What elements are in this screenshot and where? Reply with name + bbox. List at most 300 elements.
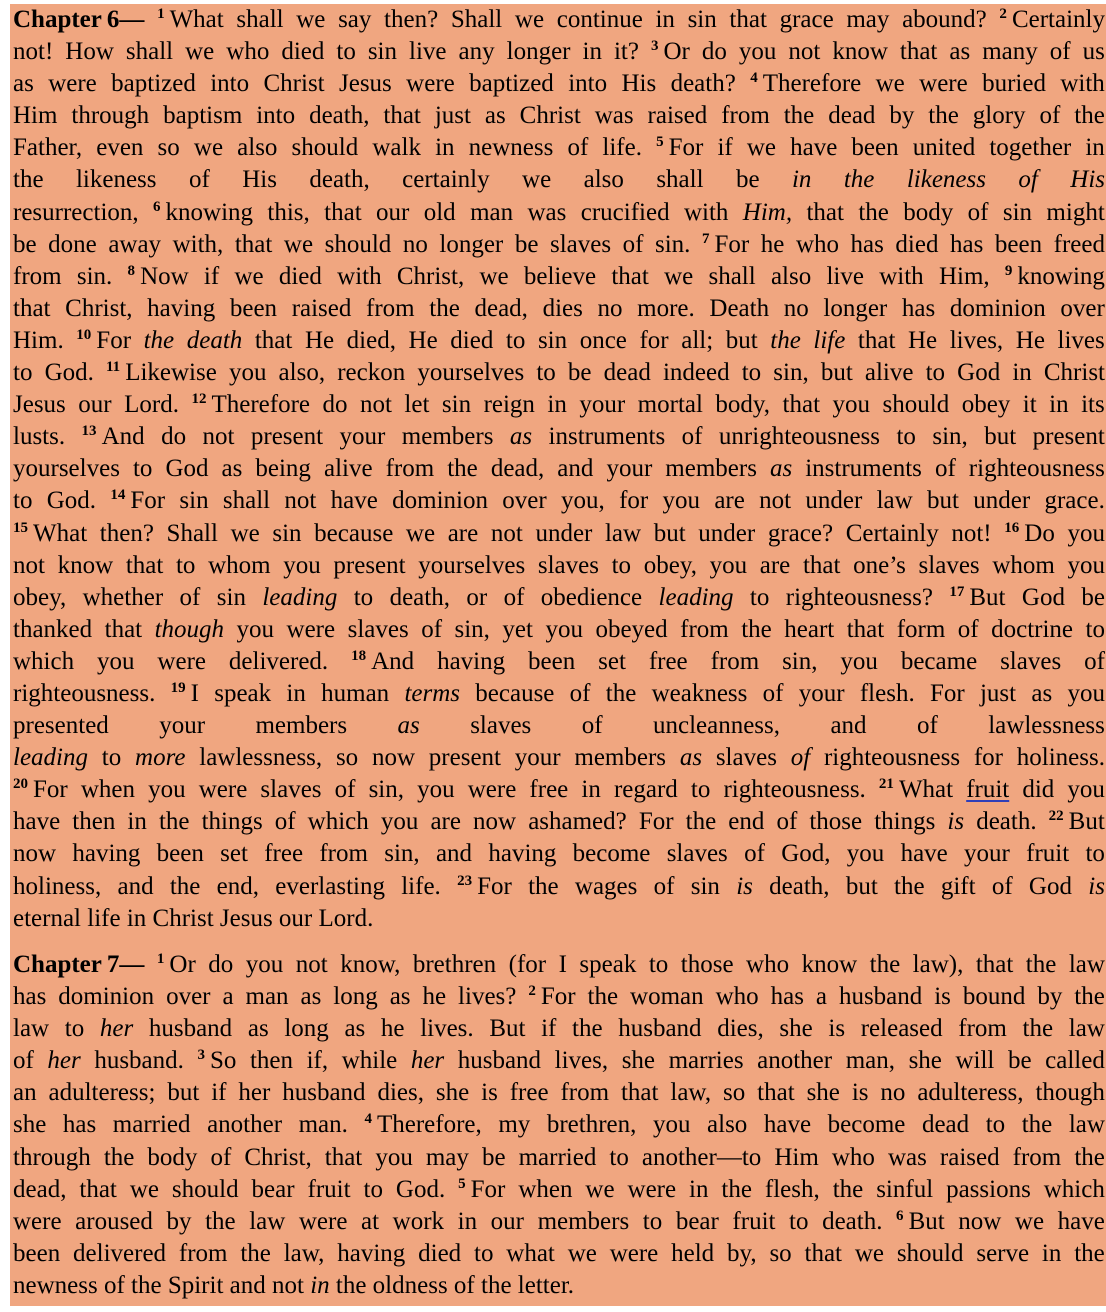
word: became xyxy=(900,647,978,675)
word: likeness xyxy=(75,166,157,194)
word: died xyxy=(418,1239,462,1267)
word: at xyxy=(361,1207,380,1235)
word: law xyxy=(876,487,913,515)
word: marries xyxy=(668,1047,744,1075)
word: what xyxy=(506,1239,555,1267)
word: by xyxy=(1037,983,1063,1011)
word: your xyxy=(159,712,206,740)
word: presented xyxy=(13,712,109,740)
word: yourselves xyxy=(13,455,120,483)
word: speak xyxy=(579,951,637,978)
word: you xyxy=(738,38,777,66)
italic-word: His xyxy=(1070,166,1105,194)
word: that xyxy=(125,551,164,579)
word: I xyxy=(190,679,199,707)
word: that xyxy=(620,1079,659,1107)
word: you xyxy=(840,647,878,675)
word: even xyxy=(96,134,144,162)
word: of xyxy=(653,872,675,900)
word: in xyxy=(435,134,455,162)
chapter-heading: Chapter xyxy=(13,951,102,978)
word: the xyxy=(858,198,889,226)
word: Or xyxy=(169,951,196,978)
word: yet xyxy=(502,615,533,643)
word: but xyxy=(167,1079,200,1107)
word: done xyxy=(48,230,97,258)
word: who xyxy=(226,38,270,66)
word: was xyxy=(887,1143,927,1171)
word: who xyxy=(746,951,790,978)
word: that xyxy=(846,615,885,643)
word: to xyxy=(363,1175,383,1203)
word: as xyxy=(300,983,322,1011)
word: that xyxy=(324,198,362,226)
word: now xyxy=(13,840,57,868)
word: been xyxy=(13,1239,61,1267)
word: lives, xyxy=(554,1047,609,1075)
word: if xyxy=(203,262,220,290)
word: resurrection, xyxy=(13,198,139,226)
word: were xyxy=(406,70,455,98)
word: do xyxy=(208,951,234,978)
word: we xyxy=(283,230,314,258)
italic-word: though xyxy=(154,615,225,643)
word: died xyxy=(278,262,322,290)
text-line xyxy=(13,678,1105,710)
word: the xyxy=(1025,951,1057,978)
word: brethren xyxy=(412,951,497,978)
word: also xyxy=(770,262,812,290)
word: under xyxy=(973,487,1031,515)
word: into xyxy=(256,102,296,130)
word: then? xyxy=(99,519,154,547)
word: His xyxy=(242,166,277,194)
word: by xyxy=(889,102,915,130)
word: so xyxy=(157,134,180,162)
word: of xyxy=(622,230,644,258)
verse-number: 8 xyxy=(127,262,136,279)
word: God xyxy=(1028,872,1072,900)
text-line xyxy=(13,949,1105,981)
word: Death xyxy=(709,294,770,322)
word: so xyxy=(769,1239,792,1267)
word: is xyxy=(828,1015,846,1043)
word: husband xyxy=(618,1015,702,1043)
word: we xyxy=(746,134,776,162)
word: she xyxy=(435,1079,470,1107)
verse-start xyxy=(171,678,199,710)
word: sin, xyxy=(368,776,405,804)
word: unrighteousness xyxy=(718,423,881,451)
word: were xyxy=(919,70,968,98)
word: man. xyxy=(298,1111,348,1139)
word: flesh, xyxy=(764,1175,820,1203)
word: away xyxy=(108,230,162,258)
word: sin xyxy=(687,6,717,33)
word: eternal life in Christ Jesus our Lord. xyxy=(13,904,374,932)
verse-number: 4 xyxy=(364,1111,372,1128)
italic-word: more xyxy=(135,744,186,772)
word: regard xyxy=(613,776,678,804)
text-line xyxy=(13,293,1105,325)
word: whom xyxy=(208,551,271,579)
word: her xyxy=(238,1079,271,1107)
word: she xyxy=(13,1111,47,1139)
word: to xyxy=(741,359,762,387)
word: sin, xyxy=(932,423,968,451)
word: uncleanness, xyxy=(652,712,781,740)
word: believe xyxy=(523,262,597,290)
word: the xyxy=(240,1239,271,1267)
word: to xyxy=(64,1015,85,1043)
italic-word: leading xyxy=(658,583,734,611)
word: because xyxy=(314,519,394,547)
word: of xyxy=(210,1143,232,1171)
word: to xyxy=(101,744,122,772)
word: which xyxy=(307,808,369,836)
word: sin xyxy=(690,872,720,900)
word: that xyxy=(857,326,896,354)
word: God xyxy=(957,359,1001,387)
verse-start xyxy=(76,325,131,357)
verse-start xyxy=(750,68,861,100)
word: now xyxy=(958,1207,1002,1235)
word: to xyxy=(132,455,153,483)
word: but xyxy=(820,359,853,387)
word: fruit xyxy=(307,1175,351,1203)
word: Or xyxy=(663,38,690,66)
text-line xyxy=(13,774,1105,806)
word: sin, xyxy=(454,615,490,643)
word: we xyxy=(129,1175,159,1203)
word: of xyxy=(179,583,201,611)
word: and xyxy=(557,455,594,483)
word: sin xyxy=(216,583,246,611)
word: of xyxy=(957,615,979,643)
word: lives xyxy=(1057,326,1105,354)
word: so xyxy=(335,744,359,772)
word: sinful xyxy=(876,1175,934,1203)
word: called xyxy=(1045,1047,1105,1075)
word: But xyxy=(908,1207,945,1235)
word: in xyxy=(689,1175,709,1203)
text-line xyxy=(13,421,1105,453)
word: (for xyxy=(508,951,547,978)
word: husband xyxy=(838,983,923,1011)
word: weakness xyxy=(651,679,748,707)
word: if xyxy=(541,1015,557,1043)
word: she xyxy=(908,1047,942,1075)
word: And xyxy=(371,647,415,675)
word: we xyxy=(193,134,224,162)
word: have xyxy=(1057,1207,1105,1235)
word: from xyxy=(385,455,435,483)
word: raised xyxy=(291,294,352,322)
word: gift xyxy=(940,872,976,900)
word: we xyxy=(230,519,260,547)
verse-number: 20 xyxy=(13,776,28,793)
verse-start xyxy=(702,229,749,261)
word: being xyxy=(255,455,311,483)
verse-number: 21 xyxy=(878,776,894,793)
word: has xyxy=(950,230,984,258)
word: as xyxy=(1031,679,1053,707)
text-line xyxy=(13,1142,1105,1174)
word: not xyxy=(13,551,45,579)
word: For xyxy=(929,679,965,707)
word: we xyxy=(875,70,905,98)
word: having xyxy=(437,647,506,675)
text-line xyxy=(13,164,1105,196)
word: you xyxy=(709,551,748,579)
word: no xyxy=(783,294,809,322)
word: Shall xyxy=(450,6,503,33)
verse-start xyxy=(458,1174,505,1206)
verse-start xyxy=(457,871,512,903)
word: under xyxy=(698,519,756,547)
word: united xyxy=(912,134,976,162)
word: holiness, xyxy=(13,872,102,900)
word: the xyxy=(741,615,772,643)
word: bound xyxy=(962,983,1026,1011)
word: Therefore, xyxy=(376,1111,482,1139)
scripture-page xyxy=(10,4,1106,1306)
text-line xyxy=(13,68,1105,100)
verse-number: 3 xyxy=(650,38,659,55)
word: we xyxy=(185,38,215,66)
word: in xyxy=(547,391,567,419)
text-line xyxy=(13,261,1105,293)
word: from xyxy=(178,1239,228,1267)
word: form xyxy=(896,615,946,643)
word: just xyxy=(979,679,1017,707)
word: you xyxy=(1067,519,1105,547)
verse-number: 22 xyxy=(1048,808,1064,825)
word: raised xyxy=(647,102,708,130)
word: death. xyxy=(822,1207,883,1235)
word: then? xyxy=(384,6,439,33)
verse-start xyxy=(656,132,703,164)
word: know xyxy=(801,951,858,978)
text-line xyxy=(13,518,1105,550)
word: For xyxy=(638,808,674,836)
word: become xyxy=(827,1111,906,1139)
word: will xyxy=(955,1047,995,1075)
word: sin xyxy=(1002,198,1033,226)
word: So xyxy=(209,1047,237,1075)
verse-start xyxy=(82,421,145,453)
word: sin xyxy=(367,38,398,66)
italic-word: her xyxy=(410,1047,445,1075)
verse-start xyxy=(651,36,690,68)
word: to xyxy=(505,326,526,354)
word: lawlessness xyxy=(988,712,1105,740)
word: knowing xyxy=(1017,262,1105,290)
word: I xyxy=(558,951,567,978)
word: live xyxy=(409,38,447,66)
word: to xyxy=(353,583,374,611)
word: through xyxy=(13,1143,91,1171)
word: but xyxy=(927,487,959,515)
word: members xyxy=(255,712,348,740)
word: How xyxy=(65,38,114,66)
word: obey xyxy=(961,391,1011,419)
verse-start xyxy=(879,774,953,806)
word: should xyxy=(896,1239,964,1267)
word: be xyxy=(1081,583,1105,611)
word: God, xyxy=(781,840,831,868)
italic-word: the xyxy=(770,326,801,354)
text-line xyxy=(13,981,1105,1013)
word: members xyxy=(401,423,494,451)
word: of xyxy=(991,872,1013,900)
word: glory xyxy=(972,102,1026,130)
word: have xyxy=(763,1111,812,1139)
verse-start xyxy=(106,357,217,389)
verse-start xyxy=(999,4,1105,36)
word: be xyxy=(1007,1047,1032,1075)
word: that xyxy=(13,294,51,322)
word: members xyxy=(665,455,757,483)
word: whether xyxy=(82,583,164,611)
word: of xyxy=(503,583,525,611)
word: that xyxy=(234,230,273,258)
italic-word: the xyxy=(143,326,175,354)
italic-word: in xyxy=(791,166,812,194)
word: were xyxy=(467,776,517,804)
word: from xyxy=(366,294,415,322)
word: yourselves xyxy=(418,551,526,579)
word: was xyxy=(594,102,634,130)
text-line xyxy=(13,325,1105,357)
word: from xyxy=(1012,1143,1062,1171)
word: For xyxy=(470,1175,506,1203)
word: righteousness xyxy=(823,744,961,772)
word: which xyxy=(1043,1175,1105,1203)
word: fruit xyxy=(732,1207,776,1235)
word: you xyxy=(283,551,321,579)
word: has xyxy=(901,294,936,322)
word: that xyxy=(324,1143,363,1171)
verse-start xyxy=(110,485,165,517)
word: who xyxy=(715,983,759,1011)
word: the xyxy=(572,1015,603,1043)
word: know xyxy=(832,38,888,66)
word: of xyxy=(581,712,603,740)
word: are xyxy=(714,487,745,515)
word: grace? xyxy=(767,519,834,547)
word: are xyxy=(430,808,461,836)
word: present xyxy=(1032,423,1105,451)
verse-number: 9 xyxy=(1004,262,1013,279)
word: slaves xyxy=(347,615,409,643)
chapter-heading: 7— xyxy=(106,951,145,978)
word: Therefore xyxy=(211,391,310,419)
word: any xyxy=(458,38,495,66)
word: you xyxy=(545,615,583,643)
word: while xyxy=(341,1047,398,1075)
text-line xyxy=(13,838,1105,870)
text-line xyxy=(13,36,1105,68)
word: But xyxy=(489,1015,526,1043)
spellcheck-underlined-word: fruit xyxy=(966,776,1010,804)
word: dies xyxy=(542,294,583,322)
word: the xyxy=(1022,1015,1054,1043)
word: to xyxy=(536,359,556,387)
word: adulteress, xyxy=(917,1079,1024,1107)
verse-start xyxy=(896,1206,945,1238)
word: been xyxy=(156,840,204,868)
word: the xyxy=(447,455,478,483)
word: the xyxy=(169,872,201,900)
verse-number: 17 xyxy=(949,583,965,600)
word: of xyxy=(916,712,938,740)
italic-word: of xyxy=(790,744,811,772)
word: did xyxy=(1022,776,1055,804)
word: He xyxy=(408,326,438,354)
word: obeyed xyxy=(595,615,668,643)
word: we xyxy=(567,1239,597,1267)
word: know xyxy=(57,551,114,579)
word: but xyxy=(725,326,758,354)
word: in xyxy=(1012,359,1032,387)
word: he xyxy=(422,983,447,1011)
word: to xyxy=(648,951,669,978)
word: married xyxy=(518,1143,597,1171)
word: passions xyxy=(946,1175,1031,1203)
word: Now xyxy=(140,262,189,290)
word: mortal xyxy=(637,391,703,419)
word: married xyxy=(112,1111,191,1139)
word: that xyxy=(757,1079,795,1107)
word: indeed xyxy=(662,359,730,387)
word: we xyxy=(296,6,326,33)
word: that xyxy=(79,1175,117,1203)
word: which xyxy=(13,647,75,675)
word: baptized xyxy=(469,70,554,98)
word: Christ xyxy=(519,102,581,130)
word: things xyxy=(874,808,936,836)
word: were xyxy=(609,1239,659,1267)
word: know, xyxy=(340,951,401,978)
word: your xyxy=(514,744,561,772)
word: to xyxy=(925,359,946,387)
word: from xyxy=(721,102,770,130)
verse-number: 12 xyxy=(191,391,207,408)
italic-word: her xyxy=(47,1047,81,1075)
word: For xyxy=(540,983,576,1011)
word: God. xyxy=(46,487,97,515)
word: died xyxy=(450,326,494,354)
word: death, xyxy=(309,102,370,130)
word: Do xyxy=(1024,519,1055,547)
verse-number: 7 xyxy=(701,230,710,247)
word: you xyxy=(1067,776,1105,804)
word: the xyxy=(1074,102,1105,130)
word: to xyxy=(611,551,632,579)
word: slaves xyxy=(918,551,980,579)
word: a xyxy=(222,983,234,1011)
word: body xyxy=(903,198,954,226)
italic-word: life xyxy=(813,326,846,354)
word: have xyxy=(13,808,61,836)
word: man, xyxy=(845,1047,895,1075)
word: live xyxy=(826,262,864,290)
text-line xyxy=(13,1174,1105,1206)
word: in xyxy=(457,1207,478,1235)
word: For xyxy=(668,134,704,162)
word: of xyxy=(274,808,296,836)
